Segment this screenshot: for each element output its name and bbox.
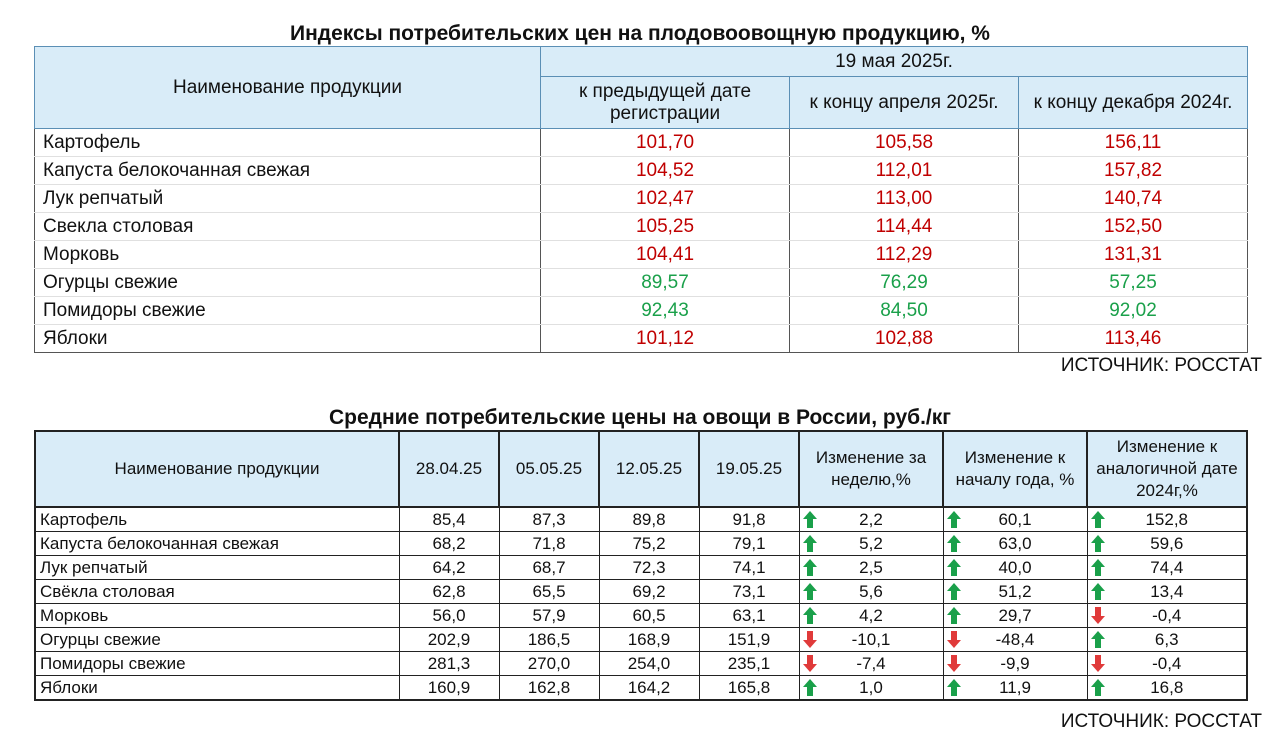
price-cell: 235,1: [699, 652, 799, 676]
price-cell: 79,1: [699, 532, 799, 556]
change-value: 16,8: [1150, 678, 1184, 697]
arrow-up-icon: [803, 583, 817, 600]
index-april: 102,88: [790, 325, 1019, 353]
price-cell: 71,8: [499, 532, 599, 556]
price-cell: 73,1: [699, 580, 799, 604]
change-week-cell: [799, 628, 943, 652]
table-row: [35, 269, 1248, 297]
product-name: Огурцы свежие: [35, 269, 541, 297]
product-name: Свекла столовая: [35, 213, 541, 241]
price-cell: 74,1: [699, 556, 799, 580]
change-value: 74,4: [1150, 558, 1184, 577]
column-header-end-april: к концу апреля 2025г.: [790, 77, 1019, 129]
change-value: -9,9: [1000, 654, 1030, 673]
change-ly-cell: [1087, 507, 1247, 532]
column-header-week-change: Изменение за неделю,%: [799, 431, 943, 507]
table1-title: Индексы потребительских цен на плодовоовощную продукцию, %: [290, 22, 990, 45]
source-note-2: ИСТОЧНИК: РОССТАТ: [1060, 711, 1262, 732]
table-row: [35, 556, 1247, 580]
change-value: 29,7: [998, 606, 1032, 625]
index-dec: 157,82: [1019, 157, 1248, 185]
product-name: Яблоки: [35, 325, 541, 353]
column-header-date: 12.05.25: [599, 431, 699, 507]
index-dec: 57,25: [1019, 269, 1248, 297]
change-value: -10,1: [851, 630, 891, 649]
price-cell: 164,2: [599, 676, 699, 701]
change-value: 5,2: [859, 534, 883, 553]
price-cell: 72,3: [599, 556, 699, 580]
price-cell: 87,3: [499, 507, 599, 532]
arrow-up-icon: [947, 511, 961, 528]
change-week-cell: [799, 604, 943, 628]
table-row: [35, 185, 1248, 213]
index-april: 105,58: [790, 129, 1019, 157]
arrow-up-icon: [947, 559, 961, 576]
change-week-cell: [799, 676, 943, 701]
product-name: Огурцы свежие: [35, 628, 399, 652]
change-value: 60,1: [998, 510, 1032, 529]
change-ly-cell: [1087, 556, 1247, 580]
change-week-cell: [799, 532, 943, 556]
price-cell: 64,2: [399, 556, 499, 580]
price-cell: 186,5: [499, 628, 599, 652]
index-prev: 102,47: [541, 185, 790, 213]
price-cell: 162,8: [499, 676, 599, 701]
product-name: Картофель: [35, 507, 399, 532]
price-cell: 56,0: [399, 604, 499, 628]
index-april: 84,50: [790, 297, 1019, 325]
change-ly-cell: [1087, 652, 1247, 676]
price-cell: 65,5: [499, 580, 599, 604]
date-header: 19 мая 2025г.: [541, 47, 1248, 77]
change-ly-cell: [1087, 604, 1247, 628]
change-year-cell: [943, 580, 1087, 604]
product-name: Морковь: [35, 604, 399, 628]
price-cell: 60,5: [599, 604, 699, 628]
column-header-product: Наименование продукции: [35, 431, 399, 507]
arrow-up-icon: [1091, 583, 1105, 600]
change-ly-cell: [1087, 628, 1247, 652]
arrow-up-icon: [803, 535, 817, 552]
product-name: Лук репчатый: [35, 556, 399, 580]
table-row: [35, 157, 1248, 185]
product-name: Капуста белокочанная свежая: [35, 157, 541, 185]
change-year-cell: [943, 628, 1087, 652]
index-prev: 101,70: [541, 129, 790, 157]
index-dec: 140,74: [1019, 185, 1248, 213]
change-value: 152,8: [1145, 510, 1189, 529]
arrow-up-icon: [947, 679, 961, 696]
price-cell: 69,2: [599, 580, 699, 604]
change-value: -0,4: [1152, 654, 1182, 673]
change-year-cell: [943, 676, 1087, 701]
table-row: [35, 507, 1247, 532]
arrow-up-icon: [803, 511, 817, 528]
table-row: [35, 580, 1247, 604]
source-note-1: ИСТОЧНИК: РОССТАТ: [1060, 355, 1262, 376]
change-value: -0,4: [1152, 606, 1182, 625]
price-cell: 57,9: [499, 604, 599, 628]
product-name: Картофель: [35, 129, 541, 157]
column-header-date: 19.05.25: [699, 431, 799, 507]
change-ly-cell: [1087, 532, 1247, 556]
product-name: Капуста белокочанная свежая: [35, 532, 399, 556]
price-cell: 68,2: [399, 532, 499, 556]
table-row: [35, 129, 1248, 157]
product-name: Помидоры свежие: [35, 297, 541, 325]
index-april: 112,01: [790, 157, 1019, 185]
arrow-up-icon: [1091, 511, 1105, 528]
change-value: 1,0: [859, 678, 883, 697]
index-dec: 156,11: [1019, 129, 1248, 157]
price-cell: 270,0: [499, 652, 599, 676]
index-april: 112,29: [790, 241, 1019, 269]
change-value: 2,5: [859, 558, 883, 577]
arrow-up-icon: [803, 607, 817, 624]
table-row: [35, 532, 1247, 556]
change-week-cell: [799, 507, 943, 532]
table2-title: Средние потребительские цены на овощи в России, руб./кг: [328, 406, 952, 429]
change-week-cell: [799, 652, 943, 676]
arrow-up-icon: [947, 607, 961, 624]
change-year-cell: [943, 652, 1087, 676]
table-row: [35, 297, 1248, 325]
change-ly-cell: [1087, 580, 1247, 604]
arrow-up-icon: [1091, 559, 1105, 576]
cpi-index-table: [34, 46, 1248, 353]
change-value: 13,4: [1150, 582, 1184, 601]
price-cell: 165,8: [699, 676, 799, 701]
price-cell: 68,7: [499, 556, 599, 580]
arrow-down-icon: [947, 655, 961, 672]
table-row: [35, 213, 1248, 241]
arrow-up-icon: [1091, 631, 1105, 648]
arrow-down-icon: [947, 631, 961, 648]
change-year-cell: [943, 507, 1087, 532]
price-cell: 281,3: [399, 652, 499, 676]
column-header-date: 28.04.25: [399, 431, 499, 507]
column-header-date: 05.05.25: [499, 431, 599, 507]
change-value: -7,4: [856, 654, 886, 673]
index-april: 114,44: [790, 213, 1019, 241]
product-name: Свёкла столовая: [35, 580, 399, 604]
table-row: [35, 628, 1247, 652]
product-name: Лук репчатый: [35, 185, 541, 213]
index-prev: 101,12: [541, 325, 790, 353]
product-name: Яблоки: [35, 676, 399, 701]
product-name: Морковь: [35, 241, 541, 269]
price-cell: 75,2: [599, 532, 699, 556]
arrow-down-icon: [1091, 607, 1105, 624]
price-cell: 254,0: [599, 652, 699, 676]
index-prev: 104,52: [541, 157, 790, 185]
arrow-down-icon: [1091, 655, 1105, 672]
change-value: 2,2: [859, 510, 883, 529]
prices-table-body: [35, 507, 1247, 700]
price-cell: 62,8: [399, 580, 499, 604]
column-header-yoy-change: Изменение к аналогичной дате 2024г,%: [1087, 431, 1247, 507]
change-year-cell: [943, 556, 1087, 580]
table-row: [35, 241, 1248, 269]
change-value: -48,4: [995, 630, 1035, 649]
index-dec: 113,46: [1019, 325, 1248, 353]
change-value: 63,0: [998, 534, 1032, 553]
index-prev: 89,57: [541, 269, 790, 297]
table-row: [35, 325, 1248, 353]
price-cell: 91,8: [699, 507, 799, 532]
index-april: 113,00: [790, 185, 1019, 213]
index-dec: 131,31: [1019, 241, 1248, 269]
price-cell: 89,8: [599, 507, 699, 532]
change-year-cell: [943, 532, 1087, 556]
column-header-product: Наименование продукции: [35, 47, 541, 129]
column-header-ytd-change: Изменение к началу года, %: [943, 431, 1087, 507]
table-row: [35, 604, 1247, 628]
arrow-down-icon: [803, 631, 817, 648]
index-dec: 92,02: [1019, 297, 1248, 325]
price-cell: 85,4: [399, 507, 499, 532]
change-value: 5,6: [859, 582, 883, 601]
price-cell: 63,1: [699, 604, 799, 628]
column-header-end-december: к концу декабря 2024г.: [1019, 77, 1248, 129]
index-april: 76,29: [790, 269, 1019, 297]
change-week-cell: [799, 556, 943, 580]
index-prev: 92,43: [541, 297, 790, 325]
product-name: Помидоры свежие: [35, 652, 399, 676]
arrow-down-icon: [803, 655, 817, 672]
price-cell: 151,9: [699, 628, 799, 652]
arrow-up-icon: [803, 679, 817, 696]
price-cell: 160,9: [399, 676, 499, 701]
change-value: 11,9: [999, 678, 1031, 697]
table-row: [35, 676, 1247, 701]
column-header-prev-date: к предыдущей дате регистрации: [541, 77, 790, 129]
table-row: [35, 652, 1247, 676]
arrow-up-icon: [947, 535, 961, 552]
arrow-up-icon: [947, 583, 961, 600]
arrow-up-icon: [1091, 535, 1105, 552]
change-ly-cell: [1087, 676, 1247, 701]
change-value: 4,2: [859, 606, 883, 625]
price-cell: 202,9: [399, 628, 499, 652]
index-prev: 104,41: [541, 241, 790, 269]
change-value: 6,3: [1154, 630, 1179, 649]
cpi-table-body: [35, 129, 1248, 353]
price-cell: 168,9: [599, 628, 699, 652]
change-value: 59,6: [1150, 534, 1184, 553]
index-prev: 105,25: [541, 213, 790, 241]
change-value: 51,2: [998, 582, 1032, 601]
index-dec: 152,50: [1019, 213, 1248, 241]
change-value: 40,0: [998, 558, 1032, 577]
arrow-up-icon: [803, 559, 817, 576]
arrow-up-icon: [1091, 679, 1105, 696]
avg-prices-table: [34, 430, 1248, 701]
change-week-cell: [799, 580, 943, 604]
change-year-cell: [943, 604, 1087, 628]
